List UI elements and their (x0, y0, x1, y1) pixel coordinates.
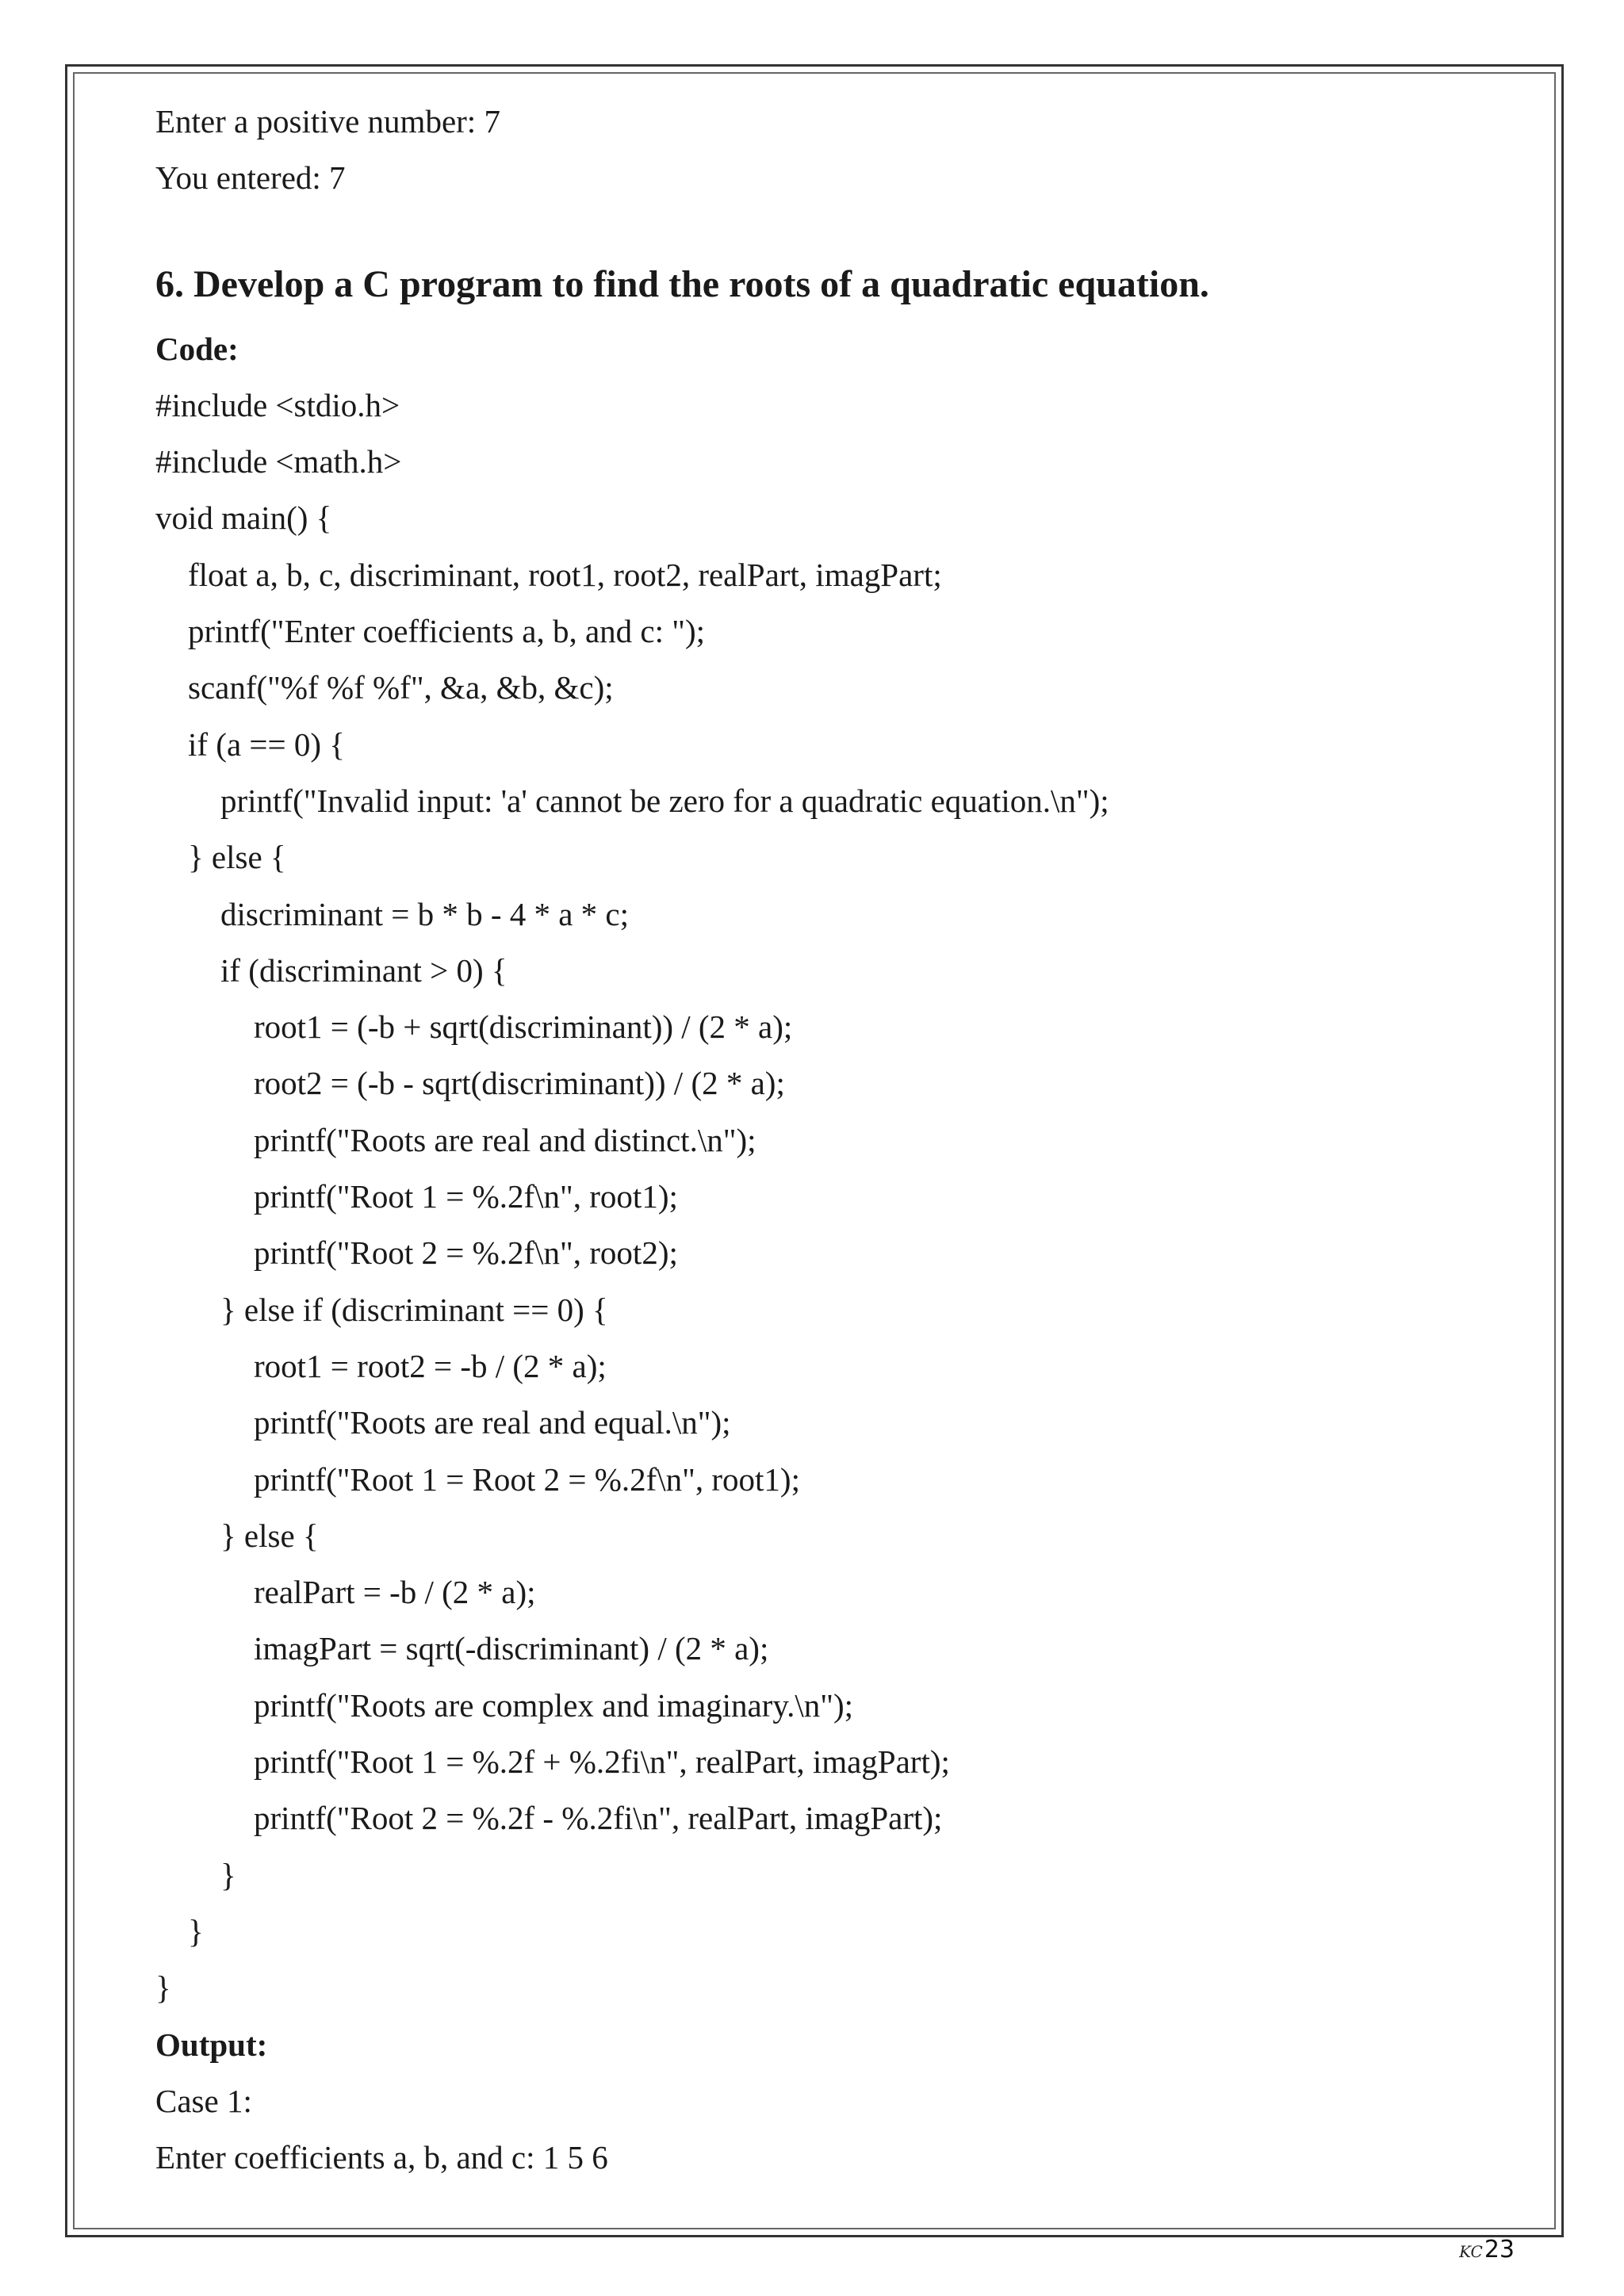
page-number: 23 (1484, 2236, 1515, 2263)
code-line: printf("Root 2 = %.2f - %.2fi\n", realPart, imagPart); (254, 1800, 943, 1837)
code-line: #include <math.h> (155, 443, 402, 480)
code-line: printf("Roots are real and equal.\n"); (254, 1404, 731, 1441)
code-line: root2 = (-b - sqrt(discriminant)) / (2 * a); (254, 1065, 785, 1102)
code-line: float a, b, c, discriminant, root1, root2, realPart, imagPart; (188, 556, 942, 593)
code-line: } else { (220, 1517, 319, 1554)
code-line: printf("Invalid input: 'a' cannot be zero for a quadratic equation.\n"); (220, 782, 1109, 819)
code-label: Code: (155, 330, 239, 367)
code-line: } (155, 1969, 171, 2007)
code-line: printf("Root 1 = %.2f\n", root1); (254, 1178, 678, 1215)
code-line: void main() { (155, 499, 332, 537)
section-heading: 6. Develop a C program to find the roots of a quadratic equation. (155, 262, 1209, 305)
document-body (155, 94, 1503, 2186)
code-line: } (220, 1856, 236, 1893)
code-line: printf("Roots are complex and imaginary.\n"); (254, 1686, 854, 1724)
output-line: Enter coefficients a, b, and c: 1 5 6 (155, 2139, 608, 2176)
code-line: printf("Root 2 = %.2f\n", root2); (254, 1234, 678, 1272)
code-line: root1 = (-b + sqrt(discriminant)) / (2 * a); (254, 1008, 793, 1046)
code-line: printf("Enter coefficients a, b, and c: "); (188, 613, 706, 650)
code-line: imagPart = sqrt(-discriminant) / (2 * a); (254, 1630, 769, 1667)
page-footer (1459, 2236, 1515, 2263)
author-initials-mark: KC (1459, 2242, 1483, 2261)
code-line: scanf("%f %f %f", &a, &b, &c); (188, 669, 614, 706)
code-line: if (discriminant > 0) { (220, 951, 508, 989)
code-line: } else if (discriminant == 0) { (220, 1291, 608, 1328)
code-line: printf("Root 1 = %.2f + %.2fi\n", realPart, imagPart); (254, 1743, 950, 1781)
code-block (155, 377, 1503, 2017)
output-label: Output: (155, 2026, 268, 2063)
code-line: #include <stdio.h> (155, 386, 400, 423)
code-line: } (188, 1912, 204, 1950)
code-line: realPart = -b / (2 * a); (254, 1574, 536, 1611)
code-line: if (a == 0) { (188, 725, 345, 763)
code-line: root1 = root2 = -b / (2 * a); (254, 1347, 607, 1384)
output-line: Case 1: (155, 2082, 252, 2119)
code-line: printf("Roots are real and distinct.\n"); (254, 1121, 756, 1158)
intro-result-line: You entered: 7 (155, 159, 346, 197)
code-line: } else { (188, 839, 286, 876)
code-line: printf("Root 1 = Root 2 = %.2f\n", root1); (254, 1460, 800, 1498)
code-line: discriminant = b * b - 4 * a * c; (220, 895, 630, 932)
intro-prompt-line: Enter a positive number: 7 (155, 103, 500, 140)
